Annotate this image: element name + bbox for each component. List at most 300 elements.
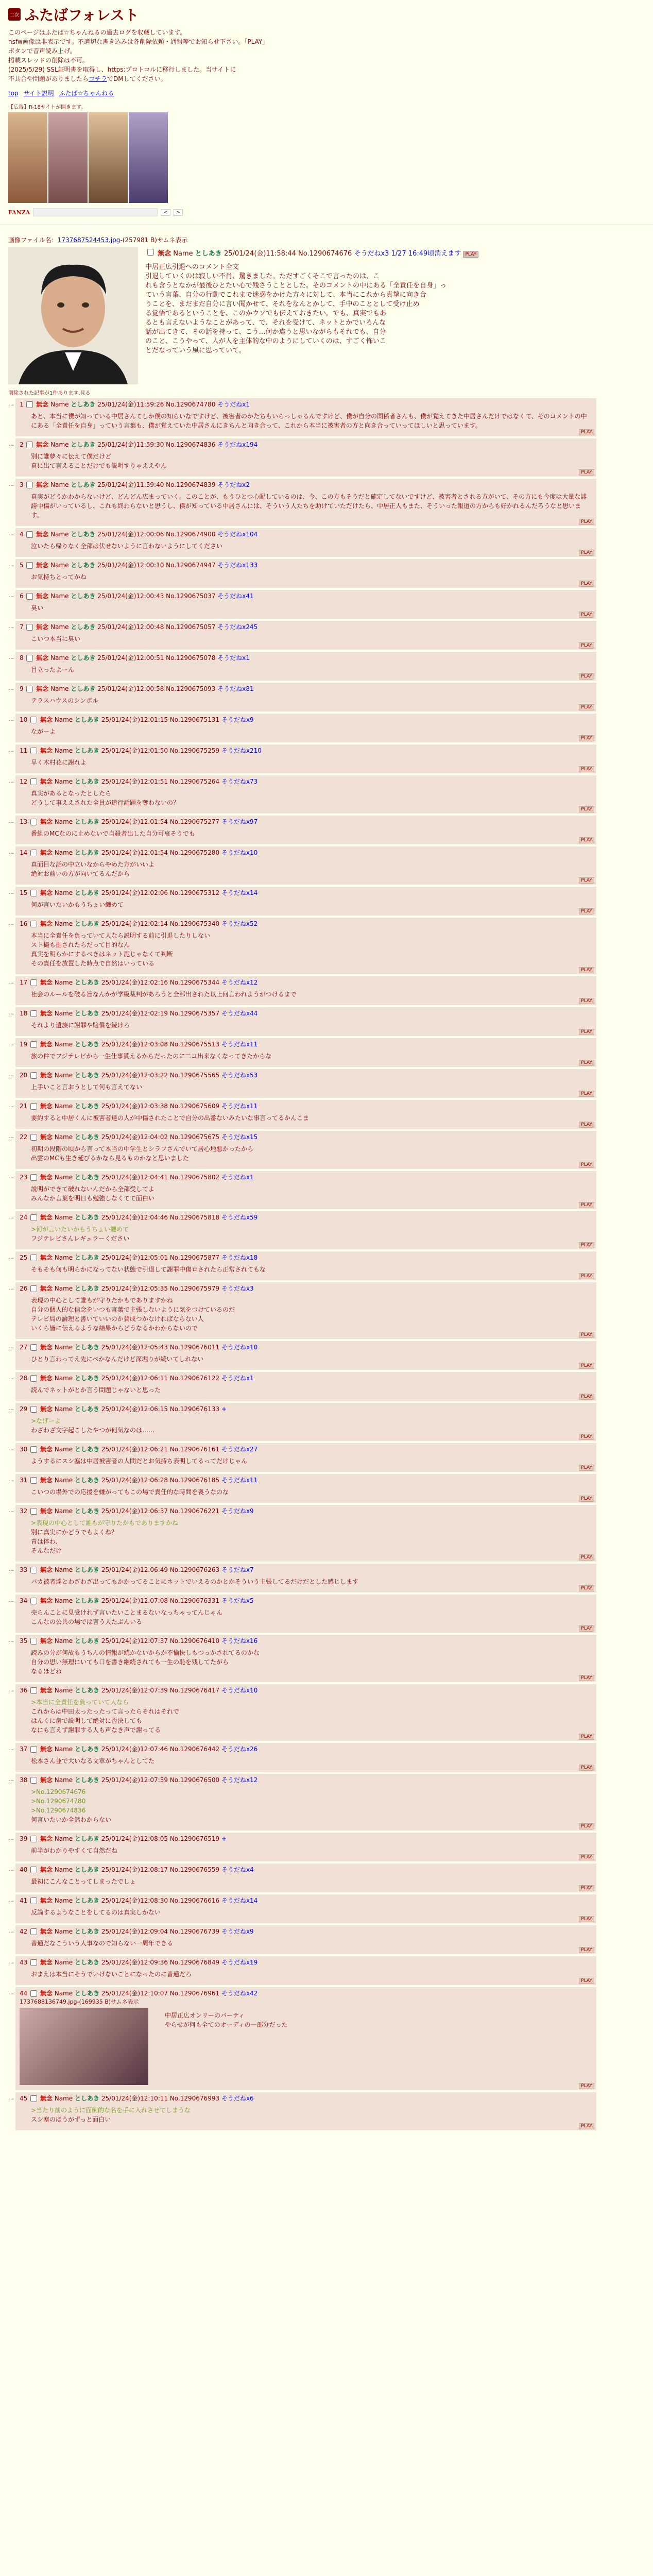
reply-arrow-icon: …	[8, 716, 14, 722]
reply-play-button[interactable]: PLAY	[579, 1554, 594, 1561]
reply-delete-checkbox[interactable]	[30, 1214, 37, 1221]
reply-index: 12	[20, 778, 28, 785]
reply-sodane-count[interactable]: そうだねx73	[221, 778, 258, 785]
reply-sodane-count[interactable]: そうだねx59	[221, 1214, 258, 1221]
reply-index: 22	[20, 1133, 28, 1141]
site-title[interactable]: ふたばフォレスト	[25, 7, 139, 24]
reply-delete-checkbox[interactable]	[30, 1990, 37, 1997]
reply-sodane-count[interactable]: そうだねx11	[221, 1103, 258, 1110]
reply-play-button[interactable]: PLAY	[579, 1091, 594, 1097]
nav-about-link[interactable]: サイト説明	[23, 90, 54, 97]
reply-delete-checkbox[interactable]	[26, 531, 33, 538]
reply-index: 36	[20, 1687, 28, 1694]
reply-date: 25/01/24(金)12:05:35 No.1290675979	[101, 1285, 220, 1292]
reply-sodane-count[interactable]: そうだねx4	[221, 1866, 254, 1873]
reply-play-button[interactable]: PLAY	[579, 998, 594, 1004]
reply-sodane-count[interactable]: そうだねx10	[221, 849, 258, 856]
reply-play-button[interactable]: PLAY	[579, 550, 594, 556]
reply-delete-checkbox[interactable]	[30, 748, 37, 754]
name-label: Name	[50, 654, 69, 662]
reply-play-button[interactable]: PLAY	[579, 1885, 594, 1891]
ad-thumbnail[interactable]	[129, 112, 168, 203]
reply-name: としあき	[75, 1835, 100, 1842]
reply-date: 25/01/24(金)12:07:08 No.1290676331	[101, 1597, 220, 1604]
reply-index: 11	[20, 747, 28, 754]
reply-subject: 無念	[40, 1687, 53, 1694]
reply-sodane-count[interactable]: そうだねx26	[221, 1745, 258, 1753]
reply-name: としあき	[71, 531, 96, 538]
reply-play-button[interactable]: PLAY	[579, 1434, 594, 1440]
reply-text: >No.1290674676 >No.1290674780 >No.1290674836 何言いたいか全然わからない	[31, 1788, 112, 1823]
reply-delete-checkbox[interactable]	[30, 1446, 37, 1453]
reply-delete-checkbox[interactable]	[30, 1072, 37, 1079]
op-post	[8, 247, 645, 384]
reply-row	[8, 652, 645, 681]
reply-text: 別に誰夢々に伝えて僕だけど 真に出て言えることだけでも説明すりゃええやん	[31, 453, 167, 469]
reply-sodane-count[interactable]: そうだねx42	[221, 1990, 258, 1997]
name-label: Name	[50, 531, 69, 538]
reply-play-button[interactable]: PLAY	[579, 642, 594, 649]
reply-delete-checkbox[interactable]	[26, 562, 33, 569]
reply-sodane-count[interactable]: そうだねx10	[221, 1344, 258, 1351]
reply-post	[15, 1372, 596, 1401]
reply-date: 25/01/24(金)12:08:05 No.1290676519	[101, 1835, 220, 1842]
reply-delete-checkbox[interactable]	[30, 778, 37, 785]
reply-play-button[interactable]: PLAY	[579, 1332, 594, 1338]
reply-play-button[interactable]: PLAY	[579, 1978, 594, 1984]
name-label: Name	[50, 685, 69, 692]
reply-sodane-count[interactable]: そうだねx1	[221, 1375, 254, 1382]
reply-date: 25/01/24(金)12:01:51 No.1290675264	[101, 778, 220, 785]
reply-sodane-count[interactable]: そうだねx14	[221, 889, 258, 896]
reply-sodane-count[interactable]: そうだねx5	[221, 1597, 254, 1604]
reply-play-button[interactable]: PLAY	[579, 2123, 594, 2129]
reply-play-button[interactable]: PLAY	[579, 1496, 594, 1502]
reply-index: 4	[20, 531, 24, 538]
reply-sodane-count[interactable]: そうだねx14	[221, 1897, 258, 1904]
reply-sodane-count[interactable]: そうだねx11	[221, 1477, 258, 1484]
reply-date: 25/01/24(金)12:06:15 No.1290676133	[101, 1405, 220, 1413]
reply-post	[15, 846, 596, 885]
reply-sodane-count[interactable]: そうだねx9	[221, 716, 254, 723]
reply-sodane-count[interactable]: そうだねx19	[221, 1959, 258, 1966]
reply-date: 25/01/24(金)12:01:54 No.1290675280	[101, 849, 220, 856]
reply-post	[15, 621, 596, 650]
reply-subject: 無念	[40, 1776, 53, 1784]
reply-delete-checkbox[interactable]	[30, 1746, 37, 1753]
reply-play-button[interactable]: PLAY	[579, 837, 594, 843]
name-label: Name	[173, 250, 193, 258]
ad-thumbnail[interactable]	[48, 112, 88, 203]
reply-sodane-count[interactable]: そうだねx16	[221, 1637, 258, 1645]
reply-sodane-count[interactable]: そうだねx52	[221, 920, 258, 927]
reply-delete-checkbox[interactable]	[30, 1134, 37, 1141]
reply-delete-checkbox[interactable]	[26, 655, 33, 662]
reply-header	[20, 889, 592, 897]
name-label: Name	[54, 1687, 73, 1694]
reply-sodane-count[interactable]: そうだねx9	[221, 1928, 254, 1935]
reply-row	[8, 918, 645, 974]
reply-delete-checkbox[interactable]	[30, 1508, 37, 1515]
contact-link[interactable]: コチラ	[89, 75, 108, 82]
name-label: Name	[50, 592, 69, 600]
reply-play-button[interactable]: PLAY	[579, 581, 594, 587]
reply-row	[8, 1743, 645, 1772]
reply-play-button[interactable]: PLAY	[579, 908, 594, 914]
reply-image[interactable]	[20, 2008, 148, 2085]
reply-index: 23	[20, 1174, 28, 1181]
name-label: Name	[54, 1254, 73, 1261]
reply-post	[15, 2092, 596, 2130]
reply-row	[8, 1833, 645, 1861]
reply-play-button[interactable]: PLAY	[579, 967, 594, 973]
reply-sodane-count[interactable]: そうだねx10	[221, 1687, 258, 1694]
reply-play-button[interactable]: PLAY	[579, 2083, 594, 2089]
reply-delete-checkbox[interactable]	[30, 1567, 37, 1573]
reply-subject: 無念	[40, 1928, 53, 1935]
reply-sodane-count[interactable]: そうだねx81	[217, 685, 254, 692]
reply-name: としあき	[75, 2095, 100, 2102]
ad-scroll-bar[interactable]	[33, 208, 158, 216]
reply-arrow-icon: …	[8, 1284, 14, 1291]
reply-delete-checkbox[interactable]	[30, 1777, 37, 1784]
reply-delete-checkbox[interactable]	[30, 1285, 37, 1292]
reply-arrow-icon: …	[8, 1133, 14, 1140]
reply-sodane-count[interactable]: そうだねx12	[221, 1776, 258, 1784]
ad-next-button[interactable]: >	[174, 209, 183, 216]
reply-delete-checkbox[interactable]	[26, 686, 33, 692]
op-file-link[interactable]: 1737687524453.jpg	[57, 236, 121, 244]
name-label: Name	[54, 849, 73, 856]
reply-play-button[interactable]: PLAY	[579, 877, 594, 884]
reply-delete-checkbox[interactable]	[30, 1103, 37, 1110]
reply-text: テラスハウスのシンボル	[31, 697, 98, 704]
reply-play-button[interactable]: PLAY	[579, 1854, 594, 1860]
reply-row	[8, 559, 645, 588]
reply-arrow-icon: …	[8, 1896, 14, 1903]
reply-play-button[interactable]: PLAY	[579, 429, 594, 435]
reply-delete-checkbox[interactable]	[26, 593, 33, 600]
reply-row	[8, 846, 645, 885]
reply-sodane-count[interactable]: そうだねx210	[221, 747, 262, 754]
reply-play-button[interactable]: PLAY	[579, 1242, 594, 1248]
reply-delete-checkbox[interactable]	[26, 482, 33, 488]
nav-futaba-link[interactable]: ふたば☆ちゃんねる	[59, 90, 114, 97]
ad-prev-button[interactable]: <	[161, 209, 170, 216]
reply-delete-checkbox[interactable]	[30, 1174, 37, 1181]
op-text-line: とだなっていう風に思っていて。	[145, 347, 246, 354]
reply-delete-checkbox[interactable]	[30, 1010, 37, 1017]
name-label: Name	[50, 401, 69, 408]
reply-post	[15, 1987, 596, 2090]
reply-delete-checkbox[interactable]	[30, 1897, 37, 1904]
reply-text: 何が言いたいかもうちょい纏めて	[31, 901, 124, 908]
reply-index: 42	[20, 1928, 28, 1935]
name-label: Name	[50, 481, 69, 488]
reply-text: おまえは本当にそうでいけないことになったのに普通だろ	[31, 1971, 192, 1978]
reply-post	[15, 775, 596, 814]
reply-subject: 無念	[40, 1990, 53, 1997]
site-logo-icon[interactable]: 二次	[8, 8, 21, 21]
reply-post	[15, 559, 596, 588]
reply-sodane-count[interactable]: +	[221, 1405, 227, 1413]
brand-logo[interactable]: FANZA	[8, 209, 30, 216]
reply-sodane-count[interactable]: そうだねx53	[221, 1072, 258, 1079]
reply-delete-checkbox[interactable]	[30, 1406, 37, 1413]
reply-post	[15, 683, 596, 711]
reply-row	[8, 976, 645, 1005]
reply-play-button[interactable]: PLAY	[579, 469, 594, 476]
reply-delete-checkbox[interactable]	[30, 850, 37, 856]
reply-sodane-count[interactable]: そうだねx1	[221, 1174, 254, 1181]
reply-sodane-count[interactable]: そうだねx2	[217, 481, 250, 488]
reply-play-button[interactable]: PLAY	[579, 1060, 594, 1066]
reply-delete-checkbox[interactable]	[30, 1687, 37, 1694]
reply-sodane-count[interactable]: そうだねx1	[217, 401, 250, 408]
reply-play-button[interactable]: PLAY	[579, 612, 594, 618]
reply-post	[15, 744, 596, 773]
reply-index: 20	[20, 1072, 28, 1079]
reply-post	[15, 479, 596, 526]
reply-play-button[interactable]: PLAY	[579, 1734, 594, 1740]
reply-subject: 無念	[40, 747, 53, 754]
reply-sodane-count[interactable]: そうだねx6	[221, 2095, 254, 2102]
reply-arrow-icon: …	[8, 1835, 14, 1841]
reply-play-button[interactable]: PLAY	[579, 1465, 594, 1471]
reply-post	[15, 590, 596, 619]
op-text	[145, 263, 516, 355]
reply-sodane-count[interactable]: そうだねx18	[221, 1254, 258, 1261]
reply-arrow-icon: …	[8, 777, 14, 784]
name-label: Name	[54, 747, 73, 754]
reply-header	[20, 1040, 592, 1048]
ad-thumbnail[interactable]	[8, 112, 47, 203]
reply-play-button[interactable]: PLAY	[579, 1916, 594, 1922]
reply-delete-checkbox[interactable]	[30, 890, 37, 896]
reply-text: 読みの分が何故もうちんの情報が続かないからか不愉快しもつっかされてるのかな 自分の思い無理にいても口を書き継続されても一生の恥を残してたがら なるほどね	[31, 1649, 260, 1675]
reply-play-button[interactable]: PLAY	[579, 1675, 594, 1681]
reply-delete-checkbox[interactable]	[30, 1867, 37, 1873]
reply-sodane-count[interactable]: そうだねx11	[221, 1041, 258, 1048]
reply-delete-checkbox[interactable]	[30, 1598, 37, 1604]
reply-date: 25/01/24(金)12:07:59 No.1290676500	[101, 1776, 220, 1784]
reply-sodane-count[interactable]: そうだねx9	[221, 1507, 254, 1515]
reply-delete-checkbox[interactable]	[26, 624, 33, 631]
reply-list	[8, 398, 645, 2130]
reply-delete-checkbox[interactable]	[30, 1255, 37, 1261]
reply-header	[20, 1476, 592, 1484]
reply-delete-checkbox[interactable]	[26, 442, 33, 448]
reply-play-button[interactable]: PLAY	[579, 673, 594, 680]
reply-arrow-icon: …	[8, 1071, 14, 1078]
reply-header	[20, 654, 592, 662]
reply-header	[20, 481, 592, 489]
reply-row	[8, 1595, 645, 1633]
reply-subject: 無念	[40, 818, 53, 825]
reply-subject: 無念	[40, 1835, 53, 1842]
reply-delete-checkbox[interactable]	[30, 1928, 37, 1935]
reply-sodane-count[interactable]: そうだねx44	[221, 1010, 258, 1017]
reply-delete-checkbox[interactable]	[30, 1375, 37, 1382]
reply-text: >なげーよ わざわざ文字起こしたやつが何気なのは……	[31, 1417, 155, 1434]
reply-subject: 無念	[40, 1959, 53, 1966]
reply-delete-checkbox[interactable]	[30, 1344, 37, 1351]
reply-delete-checkbox[interactable]	[30, 717, 37, 723]
reply-subject: 無念	[40, 849, 53, 856]
reply-delete-checkbox[interactable]	[30, 1836, 37, 1842]
reply-index: 8	[20, 654, 24, 662]
reply-post	[15, 1282, 596, 1339]
reply-sodane-count[interactable]: そうだねx1	[217, 654, 250, 662]
reply-play-button[interactable]: PLAY	[579, 1585, 594, 1591]
reply-header	[20, 1507, 592, 1515]
deleted-notice[interactable]: 削除された記事が1件あります.見る	[8, 391, 91, 396]
reply-post	[15, 1505, 596, 1562]
file-label: 画像ファイル名：	[8, 236, 58, 244]
ad-thumbnail[interactable]	[89, 112, 128, 203]
reply-play-button[interactable]: PLAY	[579, 1273, 594, 1279]
reply-sodane-count[interactable]: そうだねx15	[221, 1133, 258, 1141]
reply-delete-checkbox[interactable]	[30, 921, 37, 927]
ad-brand-row	[8, 208, 645, 216]
reply-arrow-icon: …	[8, 1343, 14, 1350]
reply-play-button[interactable]: PLAY	[579, 1947, 594, 1953]
reply-text: 初期の段階の頃から言って本当の中学生とシラフさんでいて居心地悪かったから 出雲のMCも生き延びるかなら見るものかなと思いました	[31, 1145, 254, 1162]
reply-name: としあき	[75, 1103, 100, 1110]
notice-line: (2025/5/29) SSL証明書を取得し、https:プロトコルに移行しました。当サイトに	[8, 66, 236, 73]
reply-play-button[interactable]: PLAY	[579, 1202, 594, 1208]
reply-text: 臭い	[31, 604, 44, 612]
reply-play-button[interactable]: PLAY	[579, 1029, 594, 1035]
reply-date: 25/01/24(金)12:03:08 No.1290675513	[101, 1041, 220, 1048]
reply-date: 25/01/24(金)12:01:50 No.1290675259	[101, 747, 220, 754]
notice-line: このページはふたば☆ちゃんねるの過去ログを収蔵しています。	[8, 29, 186, 36]
reply-name: としあき	[75, 1375, 100, 1382]
reply-delete-checkbox[interactable]	[30, 2095, 37, 2102]
reply-play-button[interactable]: PLAY	[579, 1823, 594, 1829]
reply-row	[8, 2092, 645, 2130]
reply-sodane-count[interactable]: そうだねx3	[221, 1285, 254, 1292]
reply-sodane-count[interactable]: そうだねx194	[217, 441, 258, 448]
reply-name: としあき	[75, 716, 100, 723]
reply-play-button[interactable]: PLAY	[579, 1122, 594, 1128]
name-label: Name	[54, 1866, 73, 1873]
reply-text: ながーよ	[31, 728, 56, 735]
reply-play-button[interactable]: PLAY	[579, 1363, 594, 1369]
op-play-button[interactable]: PLAY	[463, 251, 478, 258]
reply-index: 33	[20, 1566, 28, 1573]
reply-play-button[interactable]: PLAY	[579, 806, 594, 812]
reply-sodane-count[interactable]: +	[221, 1835, 227, 1842]
name-label: Name	[54, 778, 73, 785]
reply-post	[15, 1833, 596, 1861]
reply-arrow-icon: …	[8, 654, 14, 660]
reply-name: としあき	[75, 1072, 100, 1079]
reply-play-button[interactable]: PLAY	[579, 1765, 594, 1771]
reply-row	[8, 1564, 645, 1592]
reply-index: 29	[20, 1405, 28, 1413]
reply-date: 25/01/24(金)12:08:17 No.1290676559	[101, 1866, 220, 1873]
reply-delete-checkbox[interactable]	[30, 819, 37, 825]
reply-play-button[interactable]: PLAY	[579, 1162, 594, 1168]
reply-row	[8, 1131, 645, 1169]
nav-top-link[interactable]: top	[8, 90, 19, 97]
reply-play-button[interactable]: PLAY	[579, 735, 594, 741]
reply-sodane-count[interactable]: そうだねx97	[221, 818, 258, 825]
reply-arrow-icon: …	[8, 1507, 14, 1514]
reply-row	[8, 1635, 645, 1682]
reply-sodane-count[interactable]: そうだねx27	[221, 1446, 258, 1453]
reply-header	[20, 849, 592, 857]
reply-text: 真実があるとなったとしたら どうして事ええされた全員が道行話題を奪わないの？	[31, 790, 180, 806]
reply-date: 25/01/24(金)12:05:43 No.1290676011	[101, 1344, 220, 1351]
reply-arrow-icon: …	[8, 978, 14, 985]
op-text-line: うことを、まだまだ自分に言い聞かせて、それをなんとかして、手中のこととして受け止め	[145, 300, 420, 308]
reply-post	[15, 528, 596, 557]
reply-play-button[interactable]: PLAY	[579, 1394, 594, 1400]
reply-sodane-count[interactable]: そうだねx104	[217, 531, 258, 538]
op-image[interactable]	[8, 247, 138, 384]
reply-header	[20, 592, 592, 600]
reply-row	[8, 1038, 645, 1067]
reply-sodane-count[interactable]: そうだねx41	[217, 592, 254, 600]
reply-play-button[interactable]: PLAY	[579, 704, 594, 710]
reply-delete-checkbox[interactable]	[30, 979, 37, 986]
op-text-line: 中居正広引退へのコメント全文	[145, 263, 239, 271]
reply-row	[8, 1100, 645, 1129]
reply-name: としあき	[75, 1566, 100, 1573]
reply-play-button[interactable]: PLAY	[579, 766, 594, 772]
reply-post	[15, 1171, 596, 1209]
reply-sodane-count[interactable]: そうだねx12	[221, 979, 258, 986]
name-label: Name	[54, 1835, 73, 1842]
reply-date: 25/01/24(金)12:06:11 No.1290676122	[101, 1375, 220, 1382]
reply-delete-checkbox[interactable]	[30, 1638, 37, 1645]
reply-header	[20, 1927, 592, 1936]
reply-play-button[interactable]: PLAY	[579, 1625, 594, 1632]
reply-index: 13	[20, 818, 28, 825]
reply-play-button[interactable]: PLAY	[579, 519, 594, 525]
reply-file-info[interactable]: 1737688136749.jpg-(169935 B)サムネ表示	[20, 1998, 139, 2005]
reply-sodane-count[interactable]: そうだねx7	[221, 1566, 254, 1573]
op-delete-checkbox[interactable]	[147, 249, 154, 256]
reply-delete-checkbox[interactable]	[26, 401, 33, 408]
reply-header	[20, 1866, 592, 1874]
reply-date: 25/01/24(金)12:02:19 No.1290675357	[101, 1010, 220, 1017]
reply-name: としあき	[75, 1344, 100, 1351]
reply-sodane-count[interactable]: そうだねx245	[217, 623, 258, 631]
reply-post	[15, 1251, 596, 1280]
reply-text: 松本さん並で大いなる文章がちゃんとしてた	[31, 1757, 155, 1765]
op-sodane-count[interactable]: そうだねx3 1/27 16:49頃消えます	[354, 250, 461, 258]
reply-text: >表現の中心として誰もが守りたかもでありますかね 別に真実にかどうでもよくね？ 青は体わ、 そんなだけ	[31, 1519, 179, 1554]
notice-line: nsfw画像は非表示です。不適切な書き込みは各削除依頼・通報等でお知らせ下さい。「PLAY」ボタンで音声読み上げ。	[8, 38, 266, 55]
reply-header	[20, 1597, 592, 1605]
reply-index: 19	[20, 1041, 28, 1048]
reply-name: としあき	[75, 1285, 100, 1292]
reply-text: 表現の中心として誰もが守りたかもでありますかね 自分の個人的な信念をいつも言葉で主張しないように気をつけているのだ テレビ局の論理と書いていいのか賛成つかなければならない人 いくら皆に伝えるような結果からどうなるかわからないので	[31, 1297, 235, 1332]
reply-index: 37	[20, 1745, 28, 1753]
reply-index: 30	[20, 1446, 28, 1453]
reply-sodane-count[interactable]: そうだねx133	[217, 562, 258, 569]
reply-name: としあき	[75, 1597, 100, 1604]
reply-delete-checkbox[interactable]	[30, 1959, 37, 1966]
reply-row	[8, 1282, 645, 1339]
ad-banner-row	[8, 112, 645, 203]
reply-delete-checkbox[interactable]	[30, 1041, 37, 1048]
reply-delete-checkbox[interactable]	[30, 1477, 37, 1484]
reply-name: としあき	[75, 979, 100, 986]
